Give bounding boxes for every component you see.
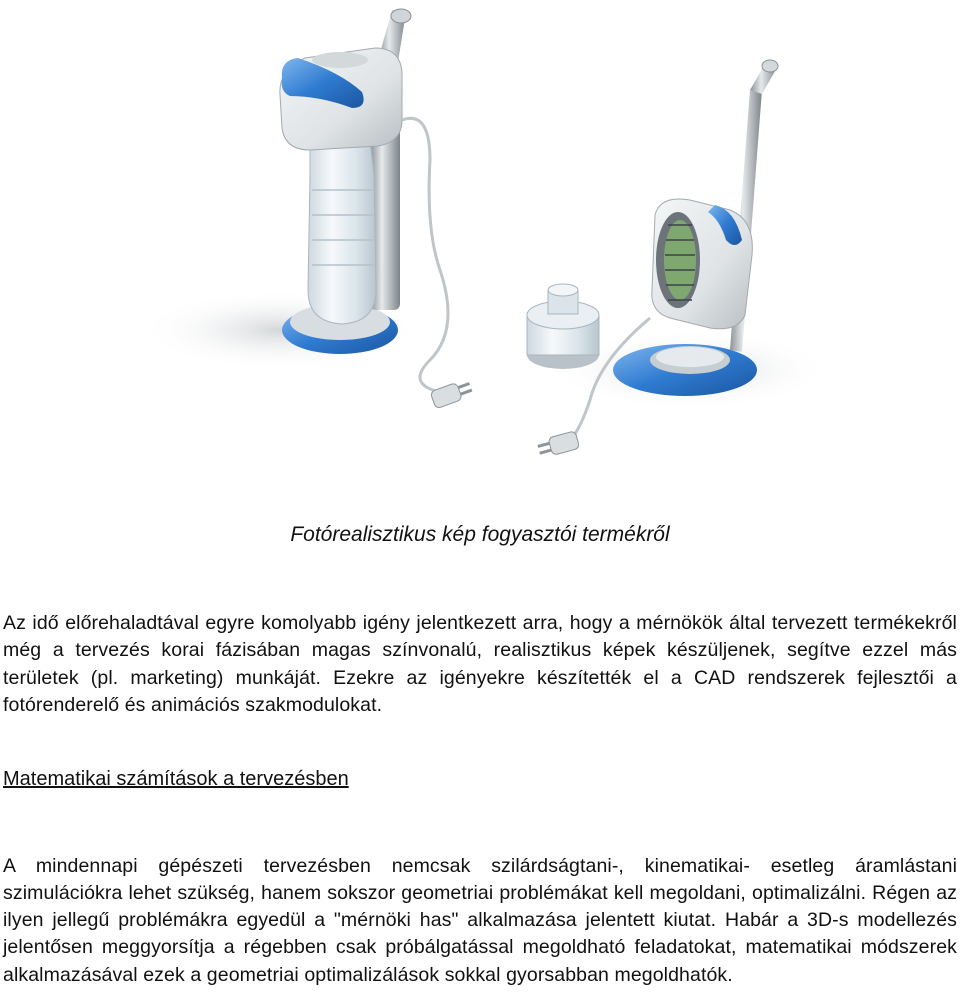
filter-cartridge (527, 284, 599, 369)
figure-caption: Fotórealisztikus kép fogyasztói termékről (290, 523, 670, 546)
section-heading: Matematikai számítások a tervezésben (3, 768, 349, 790)
body-paragraph: A mindennapi gépészeti tervezésben nemcsak szilárdságtani-, kinematikai- esetleg áramlástani szimulációkra lehet szükség, hanem sokszor geometriai problémákat kell megoldani, optimalizálni. Régen az ilyen jellegű problémákra egyedül a "mérnöki has" alkalmazása jelentett kiutat. Habár a 3D-s modellezés jelentősen meggyorsítja a régebben csak próbálgatással megoldható feladatokat, matematikai módszerek alkalmazásával ezek a geometriai optimalizálások sokkal gyorsabban megoldhatók. (3, 854, 957, 986)
product-render-illustration (130, 0, 830, 500)
intro-paragraph: Az idő előrehaladtával egyre komolyabb igény jelentkezett arra, hogy a mérnökök által tervezett termékekről még a tervezés korai fázisában magas színvonalú, realisztikus képek készüljenek, segítve ezzel más területek (pl. marketing) munkáját. Ezekre az igényekre készítették el a CAD rendszerek fejlesztői a fotórenderelő és animációs szakmodulokat. (3, 611, 957, 717)
